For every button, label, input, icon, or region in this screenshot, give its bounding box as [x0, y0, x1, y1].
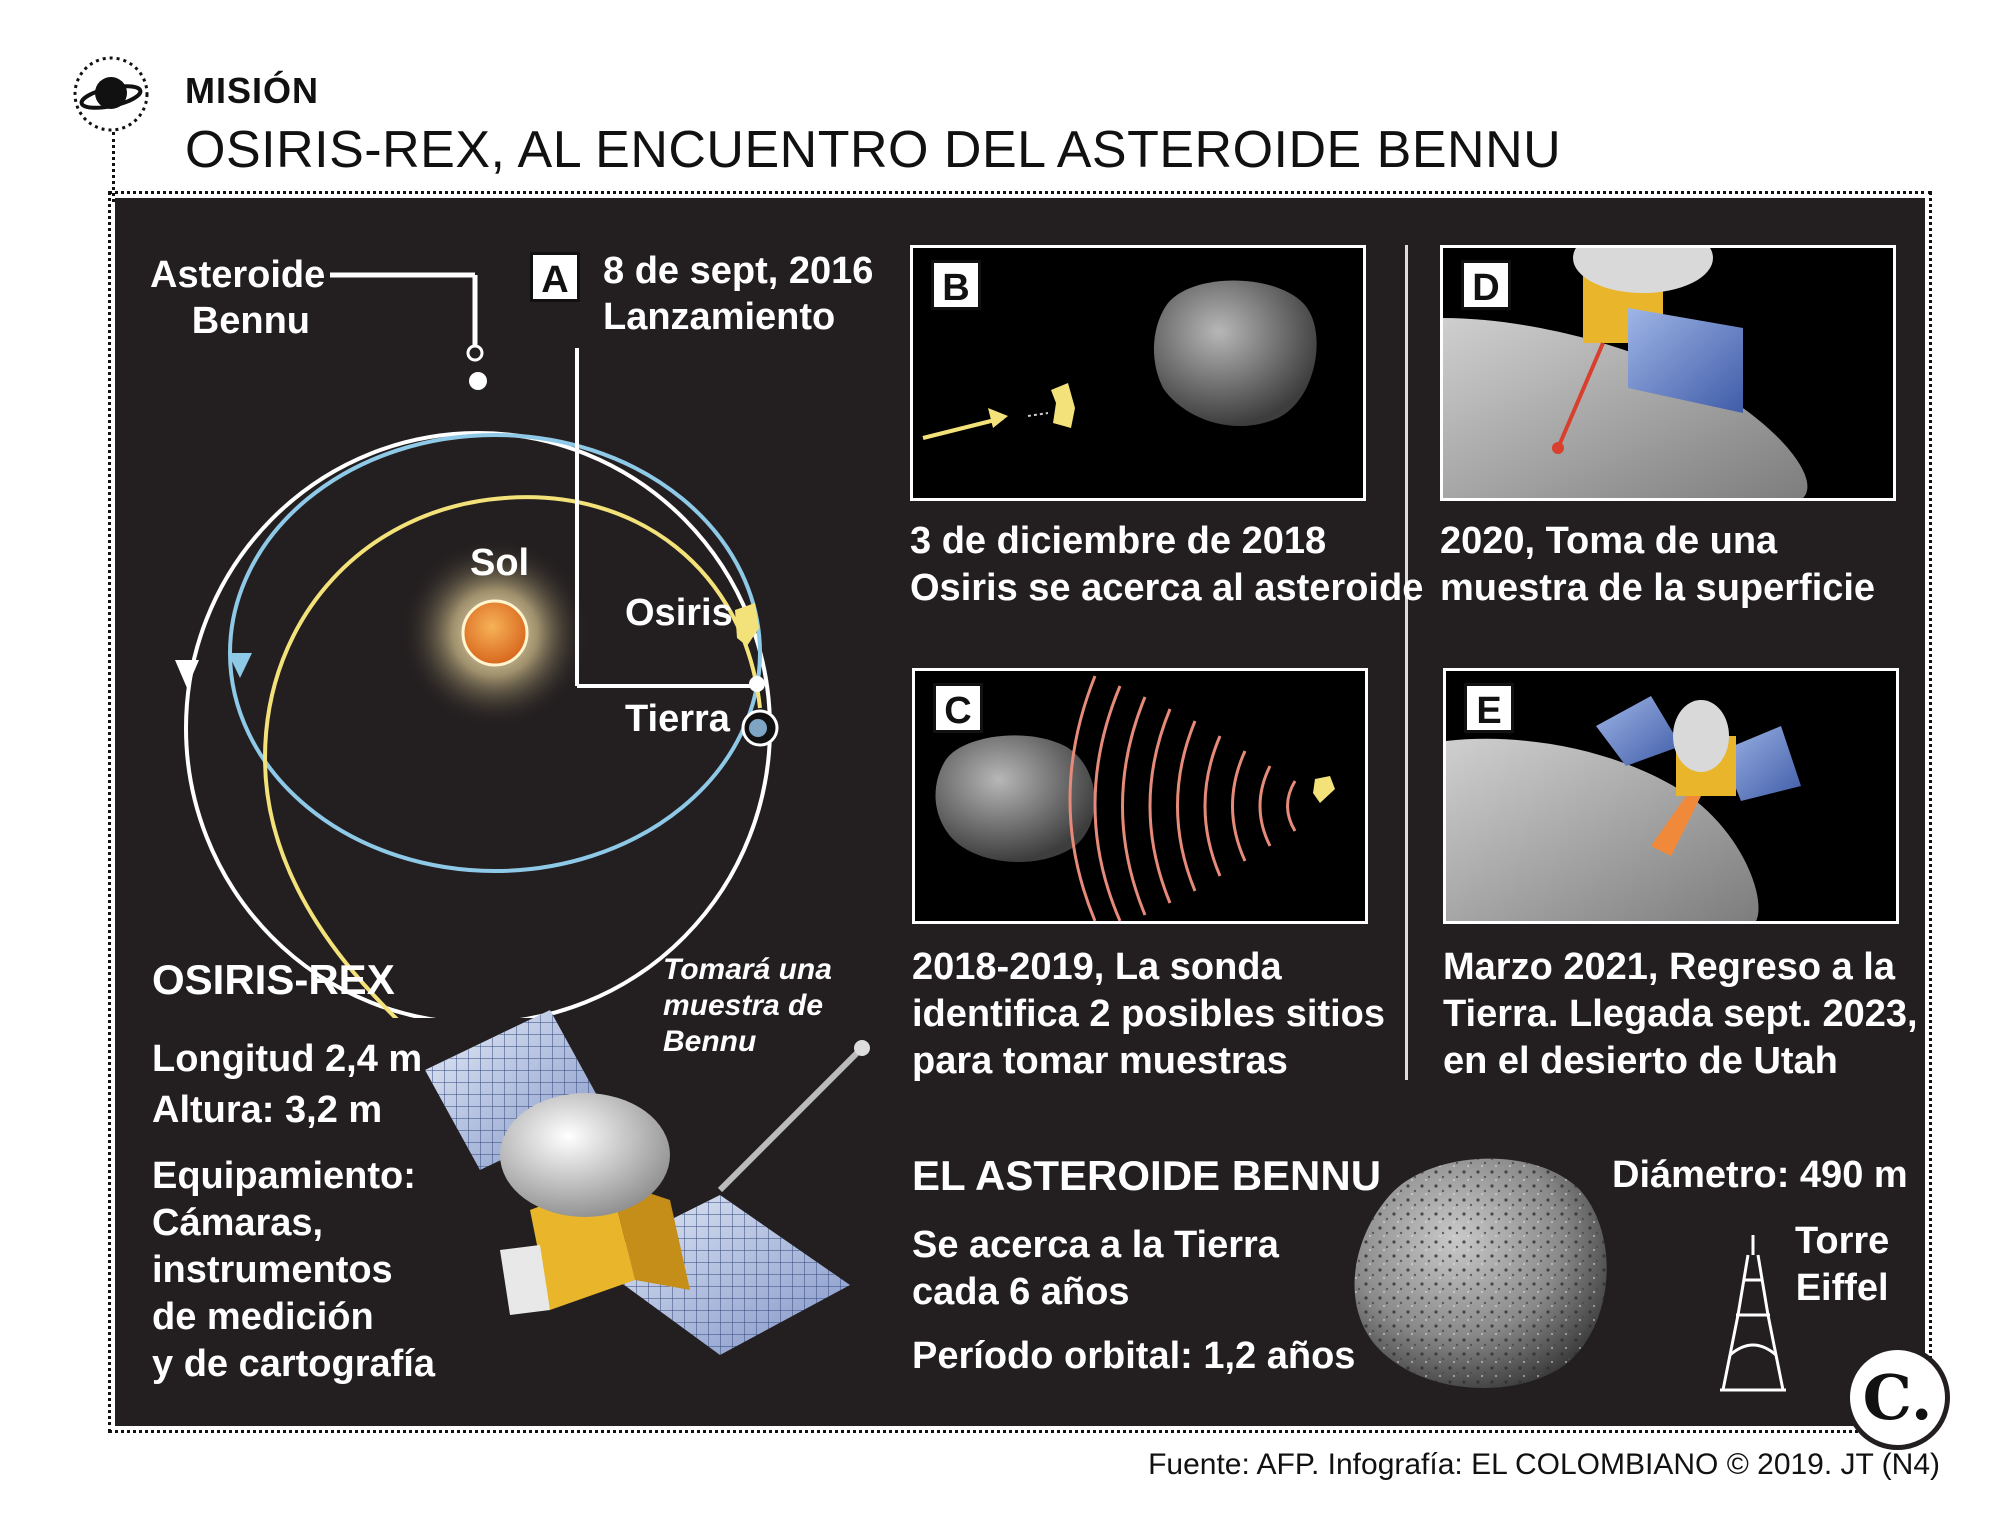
- step-c-letter: C: [933, 683, 983, 733]
- spacecraft-name: OSIRIS-REX: [152, 956, 395, 1003]
- probe-b: [1051, 383, 1075, 428]
- step-b-caption: [910, 518, 1423, 612]
- logo-text: C.: [1862, 1361, 1933, 1434]
- step-e-line2: Tierra. Llegada sept. 2023,: [1443, 993, 1918, 1035]
- bennu-marker: [469, 372, 487, 390]
- page-title: OSIRIS-REX, AL ENCUENTRO DEL ASTEROIDE BENNU: [185, 121, 1562, 179]
- eiffel-label-line2: Eiffel: [1795, 1267, 1889, 1309]
- divider: [1405, 245, 1408, 1080]
- step-c-line3: para tomar muestras: [912, 1040, 1288, 1082]
- probe-c: [1313, 776, 1335, 803]
- bennu-label-line1: Asteroide: [150, 254, 326, 296]
- sun: [463, 601, 527, 665]
- step-b-letter: B: [931, 260, 981, 310]
- step-d-letter: D: [1461, 260, 1511, 310]
- approach-line1: Se acerca a la Tierra: [912, 1224, 1279, 1266]
- osiris-label: Osiris: [625, 592, 733, 634]
- step-d-line1: 2020, Toma de una: [1440, 520, 1778, 562]
- eiffel-label-line1: Torre: [1795, 1220, 1890, 1262]
- source-credit: Fuente: AFP. Infografía: EL COLOMBIANO © 2019. JT (N4): [1148, 1448, 1940, 1481]
- step-b-line1: 3 de diciembre de 2018: [910, 520, 1327, 562]
- el-colombiano-logo: [1845, 1345, 1950, 1450]
- step-d-image: [1440, 245, 1896, 501]
- earth-label: Tierra: [625, 698, 730, 740]
- approach-line2: cada 6 años: [912, 1271, 1130, 1313]
- equipment-line5: y de cartografía: [152, 1343, 435, 1385]
- step-a-letter: A: [530, 252, 580, 302]
- step-b-line2: Osiris se acerca al asteroide: [910, 567, 1424, 609]
- sun-label: Sol: [470, 542, 530, 584]
- note-line2: muestra de: [663, 989, 824, 1022]
- diameter: Diámetro: 490 m: [1612, 1154, 1908, 1196]
- asteroid-title: EL ASTEROIDE BENNU: [912, 1152, 1382, 1199]
- step-d-line2: muestra de la superficie: [1440, 567, 1876, 609]
- step-e-letter: E: [1464, 683, 1514, 733]
- equipment-line2: Cámaras,: [152, 1202, 324, 1244]
- step-e-caption: [1443, 944, 1918, 1085]
- step-a-caption: [603, 248, 873, 340]
- step-d-caption: [1440, 518, 1875, 612]
- equipment-line1: Equipamiento:: [152, 1155, 416, 1197]
- scan-waves: [1070, 676, 1295, 921]
- step-c-line2: identifica 2 posibles sitios: [912, 993, 1386, 1035]
- bennu-rock-b: [1154, 281, 1317, 427]
- eiffel-label: [1795, 1218, 1889, 1312]
- orbital-period: Período orbital: 1,2 años: [912, 1335, 1356, 1377]
- note-line3: Bennu: [663, 1025, 757, 1058]
- planet-icon: [72, 55, 150, 133]
- bennu-label: [150, 252, 326, 344]
- kicker: MISIÓN: [185, 70, 320, 111]
- spacecraft-height: Altura: 3,2 m: [152, 1089, 383, 1131]
- step-e-line1: Marzo 2021, Regreso a la: [1443, 946, 1895, 988]
- equipment-line4: de medición: [152, 1296, 374, 1338]
- step-c-caption: [912, 944, 1385, 1085]
- step-a-date: 8 de sept, 2016: [603, 250, 874, 292]
- spacecraft-illustration: [420, 1010, 880, 1390]
- connector-dots: [112, 132, 115, 202]
- note-line1: Tomará una: [663, 953, 832, 986]
- step-e-image: [1443, 668, 1899, 924]
- step-c-image: [912, 668, 1368, 924]
- bennu-label-line2: Bennu: [191, 300, 310, 342]
- bennu-marker-open: [468, 346, 482, 360]
- spacecraft-equipment: [152, 1153, 435, 1388]
- bennu-illustration: [1335, 1140, 1625, 1400]
- eiffel-tower-icon: [1718, 1235, 1788, 1395]
- spacecraft-length: Longitud 2,4 m: [152, 1038, 423, 1080]
- step-c-line1: 2018-2019, La sonda: [912, 946, 1282, 988]
- step-a-event: Lanzamiento: [603, 296, 836, 338]
- equipment-line3: instrumentos: [152, 1249, 393, 1291]
- spacecraft-dimensions: [152, 1036, 422, 1134]
- step-e-line3: en el desierto de Utah: [1443, 1040, 1838, 1082]
- asteroid-approach: [912, 1222, 1279, 1316]
- step-b-image: [910, 245, 1366, 501]
